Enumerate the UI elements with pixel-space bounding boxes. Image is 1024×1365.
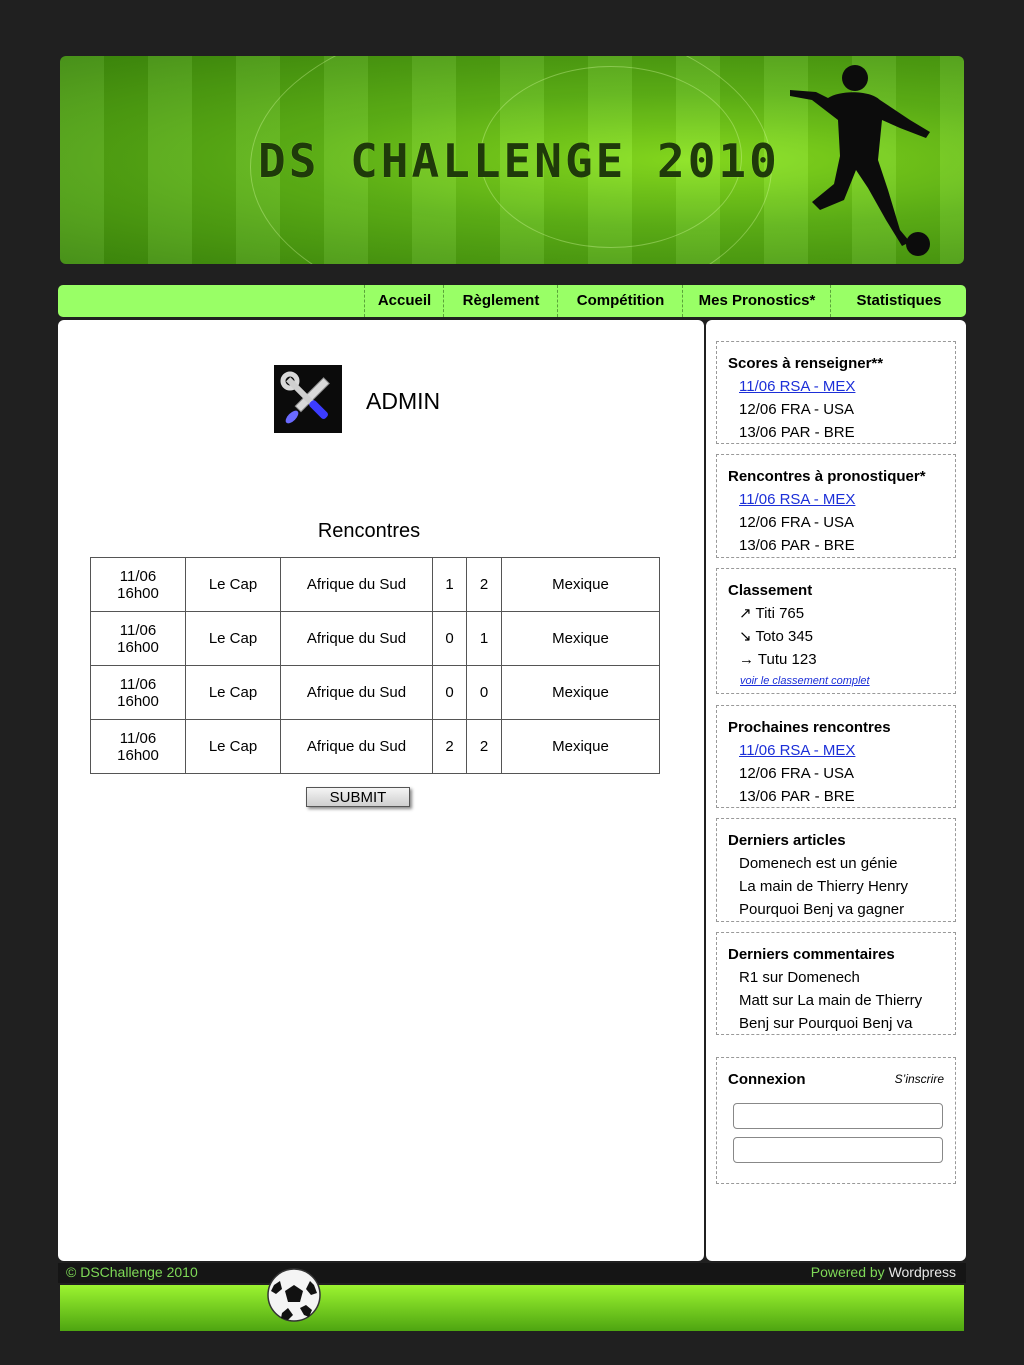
score-home-cell[interactable]: 0	[433, 612, 467, 666]
list-item[interactable]: R1 sur Domenech	[739, 969, 860, 986]
nav-item-accueil[interactable]	[364, 285, 444, 317]
match-time: 16h00	[117, 692, 159, 710]
match-city: Le Cap	[186, 666, 281, 720]
list-item[interactable]: 11/06 RSA - MEX	[739, 742, 856, 759]
nav-item-mes-pronostics[interactable]	[682, 285, 831, 317]
footer-band	[60, 1285, 964, 1331]
commentaires-box	[716, 932, 956, 1035]
box-title: Scores à renseigner**	[728, 355, 884, 372]
matches-table	[90, 557, 660, 774]
score-home-cell[interactable]: 2	[433, 720, 467, 774]
list-item[interactable]: 11/06 RSA - MEX	[739, 491, 856, 508]
match-datetime	[91, 666, 186, 720]
list-item[interactable]: Domenech est un génie	[739, 855, 898, 872]
match-away-team: Mexique	[502, 612, 660, 666]
list-item: ↗ Titi 765	[739, 605, 805, 622]
footer-bar	[58, 1263, 966, 1283]
score-away-cell[interactable]: 1	[467, 612, 502, 666]
match-home-team: Afrique du Sud	[281, 720, 433, 774]
match-datetime	[91, 612, 186, 666]
nav-item-competition[interactable]	[557, 285, 683, 317]
nav-item-reglement[interactable]	[443, 285, 558, 317]
match-time: 16h00	[117, 638, 159, 656]
table-row	[91, 612, 660, 666]
list-item: 13/06 PAR - BRE	[739, 537, 855, 554]
articles-box	[716, 818, 956, 922]
nav-item-label: Compétition	[576, 292, 665, 309]
classement-box	[716, 568, 956, 694]
nav-item-label: Règlement	[462, 292, 540, 309]
prochaines-box	[716, 705, 956, 808]
list-item: 13/06 PAR - BRE	[739, 424, 855, 441]
list-item: 12/06 FRA - USA	[739, 765, 855, 782]
match-away-team: Mexique	[502, 720, 660, 774]
table-row	[91, 666, 660, 720]
wordpress-link[interactable]: Wordpress	[888, 1264, 956, 1280]
nav-item-label: Statistiques	[856, 292, 942, 309]
list-item: → Tutu 123	[739, 651, 817, 668]
box-title: Classement	[728, 582, 813, 599]
match-home-team: Afrique du Sud	[281, 666, 433, 720]
score-away-cell[interactable]: 2	[467, 720, 502, 774]
matches-title: Rencontres	[317, 520, 421, 542]
sidebar	[706, 320, 966, 1261]
table-row	[91, 720, 660, 774]
match-datetime	[91, 558, 186, 612]
username-field[interactable]	[733, 1103, 943, 1129]
box-title: Rencontres à pronostiquer*	[728, 468, 926, 485]
soccer-ball-icon	[266, 1267, 322, 1323]
main-nav	[58, 285, 966, 317]
match-date: 11/06	[119, 621, 157, 639]
register-link[interactable]: S’inscrire	[894, 1072, 944, 1086]
match-city: Le Cap	[186, 558, 281, 612]
list-item: ↘ Toto 345	[739, 628, 814, 645]
match-away-team: Mexique	[502, 666, 660, 720]
submit-button[interactable]: SUBMIT	[306, 787, 410, 807]
match-city: Le Cap	[186, 720, 281, 774]
list-item: 12/06 FRA - USA	[739, 514, 855, 531]
box-title: Derniers articles	[728, 832, 846, 849]
password-field[interactable]	[733, 1137, 943, 1163]
powered-prefix: Powered by	[810, 1264, 885, 1280]
list-item: 13/06 PAR - BRE	[739, 788, 855, 805]
match-date: 11/06	[119, 729, 157, 747]
powered-by	[811, 1264, 956, 1280]
admin-title: ADMIN	[366, 388, 441, 414]
list-item[interactable]: Pourquoi Benj va gagner	[739, 901, 905, 918]
list-item: 12/06 FRA - USA	[739, 401, 855, 418]
nav-item-label: Accueil	[377, 292, 432, 309]
match-city: Le Cap	[186, 612, 281, 666]
box-title: Connexion	[728, 1071, 806, 1088]
full-ranking-link[interactable]: voir le classement complet	[740, 675, 870, 687]
football-player-icon	[760, 60, 940, 260]
match-home-team: Afrique du Sud	[281, 612, 433, 666]
match-time: 16h00	[117, 584, 159, 602]
table-row	[91, 558, 660, 612]
match-away-team: Mexique	[502, 558, 660, 612]
header-banner	[60, 56, 964, 264]
list-item[interactable]: Matt sur La main de Thierry	[739, 992, 923, 1009]
scores-box	[716, 341, 956, 444]
match-time: 16h00	[117, 746, 159, 764]
tools-icon	[274, 365, 342, 433]
list-item[interactable]: 11/06 RSA - MEX	[739, 378, 856, 395]
score-home-cell[interactable]: 0	[433, 666, 467, 720]
main-content	[58, 320, 704, 1261]
match-date: 11/06	[119, 675, 157, 693]
list-item[interactable]: Benj sur Pourquoi Benj va	[739, 1015, 913, 1032]
match-date: 11/06	[119, 567, 157, 585]
footer	[58, 1263, 966, 1333]
score-away-cell[interactable]: 2	[467, 558, 502, 612]
box-title: Prochaines rencontres	[728, 719, 891, 736]
nav-item-label: Mes Pronostics*	[698, 292, 816, 309]
match-home-team: Afrique du Sud	[281, 558, 433, 612]
nav-item-statistiques[interactable]	[830, 285, 967, 317]
list-item[interactable]: La main de Thierry Henry	[739, 878, 908, 895]
copyright-text: © DSChallenge 2010	[66, 1264, 198, 1280]
pronostics-box	[716, 454, 956, 558]
site-title: DS CHALLENGE 2010	[258, 134, 780, 188]
box-title: Derniers commentaires	[728, 946, 895, 963]
match-datetime	[91, 720, 186, 774]
score-home-cell[interactable]: 1	[433, 558, 467, 612]
connexion-box	[716, 1057, 956, 1184]
score-away-cell[interactable]: 0	[467, 666, 502, 720]
